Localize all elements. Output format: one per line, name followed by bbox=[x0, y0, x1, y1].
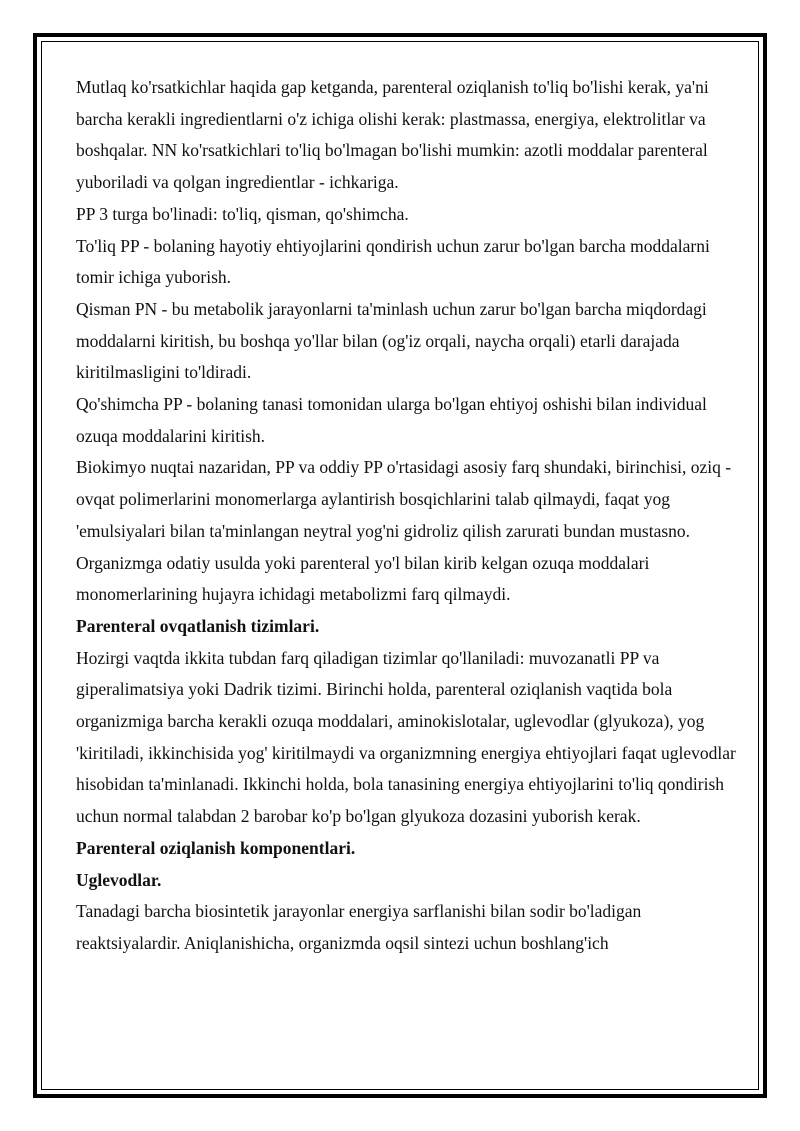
document-body bbox=[76, 72, 736, 960]
paragraph: PP 3 turga bo'linadi: to'liq, qisman, qo'shimcha. bbox=[76, 203, 409, 224]
section-heading: Parenteral ovqatlanish tizimlari. bbox=[76, 615, 320, 636]
paragraph: Mutlaq ko'rsatkichlar haqida gap ketganda, parenteral oziqlanish to'liq bo'lishi kerak, ya'ni barcha kerakli ingredientlarni o'z ichiga olishi kerak: plastmassa, energiya, elektrolitlar va boshqalar. NN ko'rsatkichlari to'liq bo'lmagan bo'lishi mumkin: azotli moddalar parenteral yuboriladi va qolgan ingredientlar - ichkariga. bbox=[76, 77, 709, 193]
section-heading: Parenteral oziqlanish komponentlari. bbox=[76, 837, 356, 858]
paragraph: Tanadagi barcha biosintetik jarayonlar energiya sarflanishi bilan sodir bo'ladigan reaktsiyalardir. Aniqlanishicha, organizmda oqsil sintezi uchun boshlang'ich bbox=[76, 901, 642, 953]
paragraph: To'liq PP - bolaning hayotiy ehtiyojlarini qondirish uchun zarur bo'lgan barcha moddalarni tomir ichiga yuborish. bbox=[76, 235, 710, 288]
paragraph: Hozirgi vaqtda ikkita tubdan farq qiladigan tizimlar qo'llaniladi: muvozanatli PP va giperalimatsiya yoki Dadrik tizimi. Birinchi holda, parenteral oziqlanish vaqtida bola organizmiga barcha kerakli ozuqa moddalari, aminokislotalar, uglevodlar (glyukoza), yog 'kiritiladi, ikkinchisida yog' kiritilmaydi va organizmning energiya ehtiyojlari faqat uglevodlar hisobidan ta'minlanadi. Ikkinchi holda, bola tanasining energiya ehtiyojlarini to'liq qondirish uchun normal talabdan 2 barobar ko'p bo'lgan glyukoza dozasini yuborish kerak. bbox=[76, 647, 736, 827]
paragraph: Biokimyo nuqtai nazaridan, PP va oddiy PP o'rtasidagi asosiy farq shundaki, birinchisi, oziq -ovqat polimerlarini monomerlarga aylantirish bosqichlarini talab qilmaydi, faqat yog 'emulsiyalari bilan ta'minlangan neytral yog'ni gidroliz qilish zarurati bundan mustasno. Organizmga odatiy usulda yoki parenteral yo'l bilan kirib kelgan ozuqa moddalari monomerlarining hujayra ichidagi metabolizmi farq qilmaydi. bbox=[76, 457, 732, 605]
subsection-heading: Uglevodlar. bbox=[76, 869, 162, 890]
paragraph: Qo'shimcha PP - bolaning tanasi tomonidan ularga bo'lgan ehtiyoj oshishi bilan individual ozuqa moddalarini kiritish. bbox=[76, 394, 707, 446]
paragraph: Qisman PN - bu metabolik jarayonlarni ta'minlash uchun zarur bo'lgan barcha miqdordagi moddalarni kiritish, bu boshqa yo'llar bilan (og'iz orqali, naycha orqali) etarli darajada kiritilmasligini to'ldiradi. bbox=[76, 298, 707, 383]
